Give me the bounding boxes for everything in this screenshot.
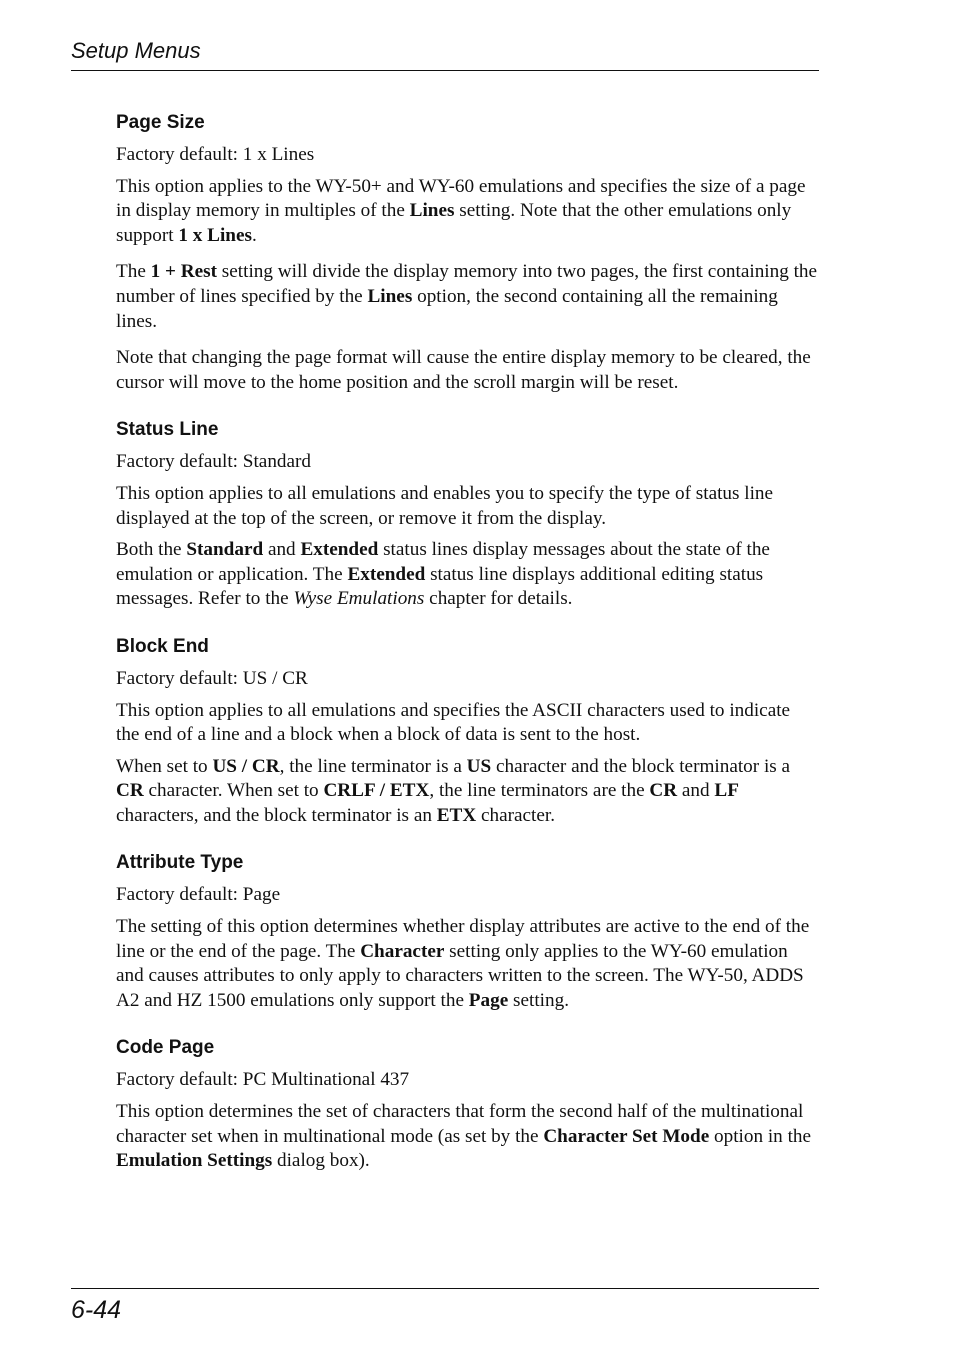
factory-default: Factory default: Page (116, 884, 281, 906)
paragraph: This option applies to the WY-50+ and WY-60 emulations and specifies the size of a page in display memory in multiples of the Lines setting. Note that the other emulations only support 1 x Lines. (116, 175, 806, 246)
paragraph: This option determines the set of characters that form the second half of the multinational character set when in multinational mode (as set by the Character Set Mode option in the Emulation Settings dialog box). (116, 1101, 812, 1172)
section-page-size (116, 110, 818, 395)
section-heading: Code Page (116, 1037, 215, 1059)
section-heading: Attribute Type (116, 852, 244, 874)
section-heading: Page Size (116, 112, 205, 133)
page-content (116, 110, 818, 1196)
section-block-end (116, 634, 818, 829)
factory-default: Factory default: 1 x Lines (116, 144, 315, 165)
page-number: 6-44 (71, 1296, 122, 1324)
paragraph: The setting of this option determines whether display attributes are active to the end of the line or the end of the page. The Character setting only applies to the WY-60 emulation and causes attributes to only apply to characters written to the screen. The WY-50, ADDS A2 and HZ 1500 emulations only support the Page setting. (116, 916, 810, 1011)
section-status-line (116, 417, 818, 612)
section-code-page (116, 1035, 818, 1173)
header-rule (71, 70, 819, 71)
paragraph: This option applies to all emulations and enables you to specify the type of status line displayed at the top of the screen, or remove it from the display. (116, 482, 774, 529)
paragraph: The 1 + Rest setting will divide the display memory into two pages, the first containing the number of lines specified by the Lines option, the second containing all the remaining lines. (116, 261, 818, 332)
paragraph: Both the Standard and Extended status lines display messages about the state of the emulation or application. The Extended status line displays additional editing status messages. Refer to the Wyse Emulations chapter for details. (116, 539, 770, 610)
section-heading: Status Line (116, 419, 219, 441)
paragraph: When set to US / CR, the line terminator is a US character and the block terminator is a CR character. When set to CRLF / ETX, the line terminators are the CR and LF characters, and the block terminator is an ETX character. (116, 755, 791, 826)
factory-default: Factory default: Standard (116, 451, 312, 473)
factory-default: Factory default: US / CR (116, 667, 308, 689)
section-attribute-type (116, 850, 818, 1013)
section-heading: Block End (116, 635, 209, 657)
factory-default: Factory default: PC Multinational 437 (116, 1069, 410, 1091)
paragraph: Note that changing the page format will cause the entire display memory to be cleared, the cursor will move to the home position and the scroll margin will be reset. (116, 347, 811, 393)
footer-rule (71, 1288, 819, 1289)
paragraph: This option applies to all emulations and specifies the ASCII characters used to indicate the end of a line and a block when a block of data is sent to the host. (116, 699, 791, 746)
running-header: Setup Menus (71, 38, 201, 63)
